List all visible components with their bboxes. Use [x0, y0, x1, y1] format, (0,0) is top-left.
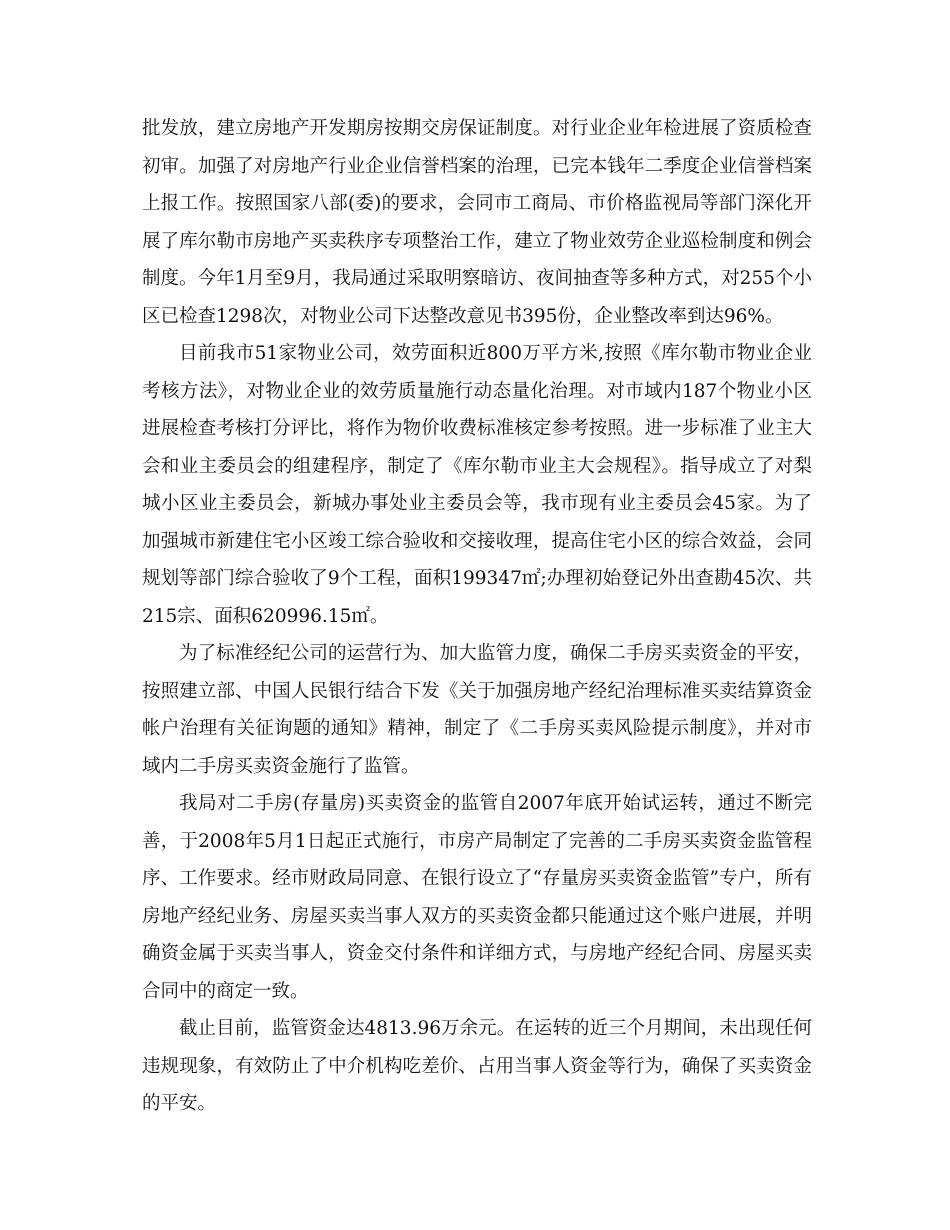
paragraph-4: 我局对二手房(存量房)买卖资金的监管自2007年底开始试运转，通过不断完善，于2008年5月1日起正式施行，市房产局制定了完善的二手房买卖资金监管程序、工作要求。经市财政局同意、在银行设立了“存量房买卖资金监管”专户，所有房地产经纪业务、房屋买卖当事人双方的买卖资金都只能通过这个账户进展，并明确资金属于买卖当事人，资金交付条件和详细方式，与房地产经纪合同、房屋买卖合同中的商定一致。	[142, 793, 812, 1002]
paragraph-1: 批发放，建立房地产开发期房按期交房保证制度。对行业企业年检进展了资质检查初审。加强了对房地产行业企业信誉档案的治理，已完本钱年二季度企业信誉档案上报工作。按照国家八部(委)的要求，会同市工商局、市价格监视局等部门深化开展了库尔勒市房地产买卖秩序专项整治工作，建立了物业效劳企业巡检制度和例会制度。今年1月至9月，我局通过采取明察暗访、夜间抽查等多种方式，对255个小区已检查1298次，对物业公司下达整改意见书395份，企业整改率到达96%。	[142, 118, 812, 327]
paragraph-5: 截止目前，监管资金达4813.96万余元。在运转的近三个月期间，未出现任何违规现象，有效防止了中介机构吃差价、占用当事人资金等行为，确保了买卖资金的平安。	[142, 1018, 812, 1114]
paragraph-3: 为了标准经纪公司的运营行为、加大监管力度，确保二手房买卖资金的平安，按照建立部、中国人民银行结合下发《关于加强房地产经纪治理标准买卖结算资金帐户治理有关征询题的通知》精神，制定了《二手房买卖风险提示制度》，并对市域内二手房买卖资金施行了监管。	[142, 643, 812, 777]
document-body	[142, 110, 812, 1123]
paragraph-2: 目前我市51家物业公司，效劳面积近800万平方米,按照《库尔勒市物业企业考核方法》，对物业企业的效劳质量施行动态量化治理。对市域内187个物业小区进展检查考核打分评比，将作为物价收费标准核定参考按照。进一步标准了业主大会和业主委员会的组建程序，制定了《库尔勒市业主大会规程》。指导成立了对梨城小区业主委员会，新城办事处业主委员会等，我市现有业主委员会45家。为了加强城市新建住宅小区竣工综合验收和交接收理，提高住宅小区的综合效益，会同规划等部门综合验收了9个工程，面积199347㎡;办理初始登记外出查勘45次、共215宗、面积620996.15㎡。	[142, 343, 812, 627]
